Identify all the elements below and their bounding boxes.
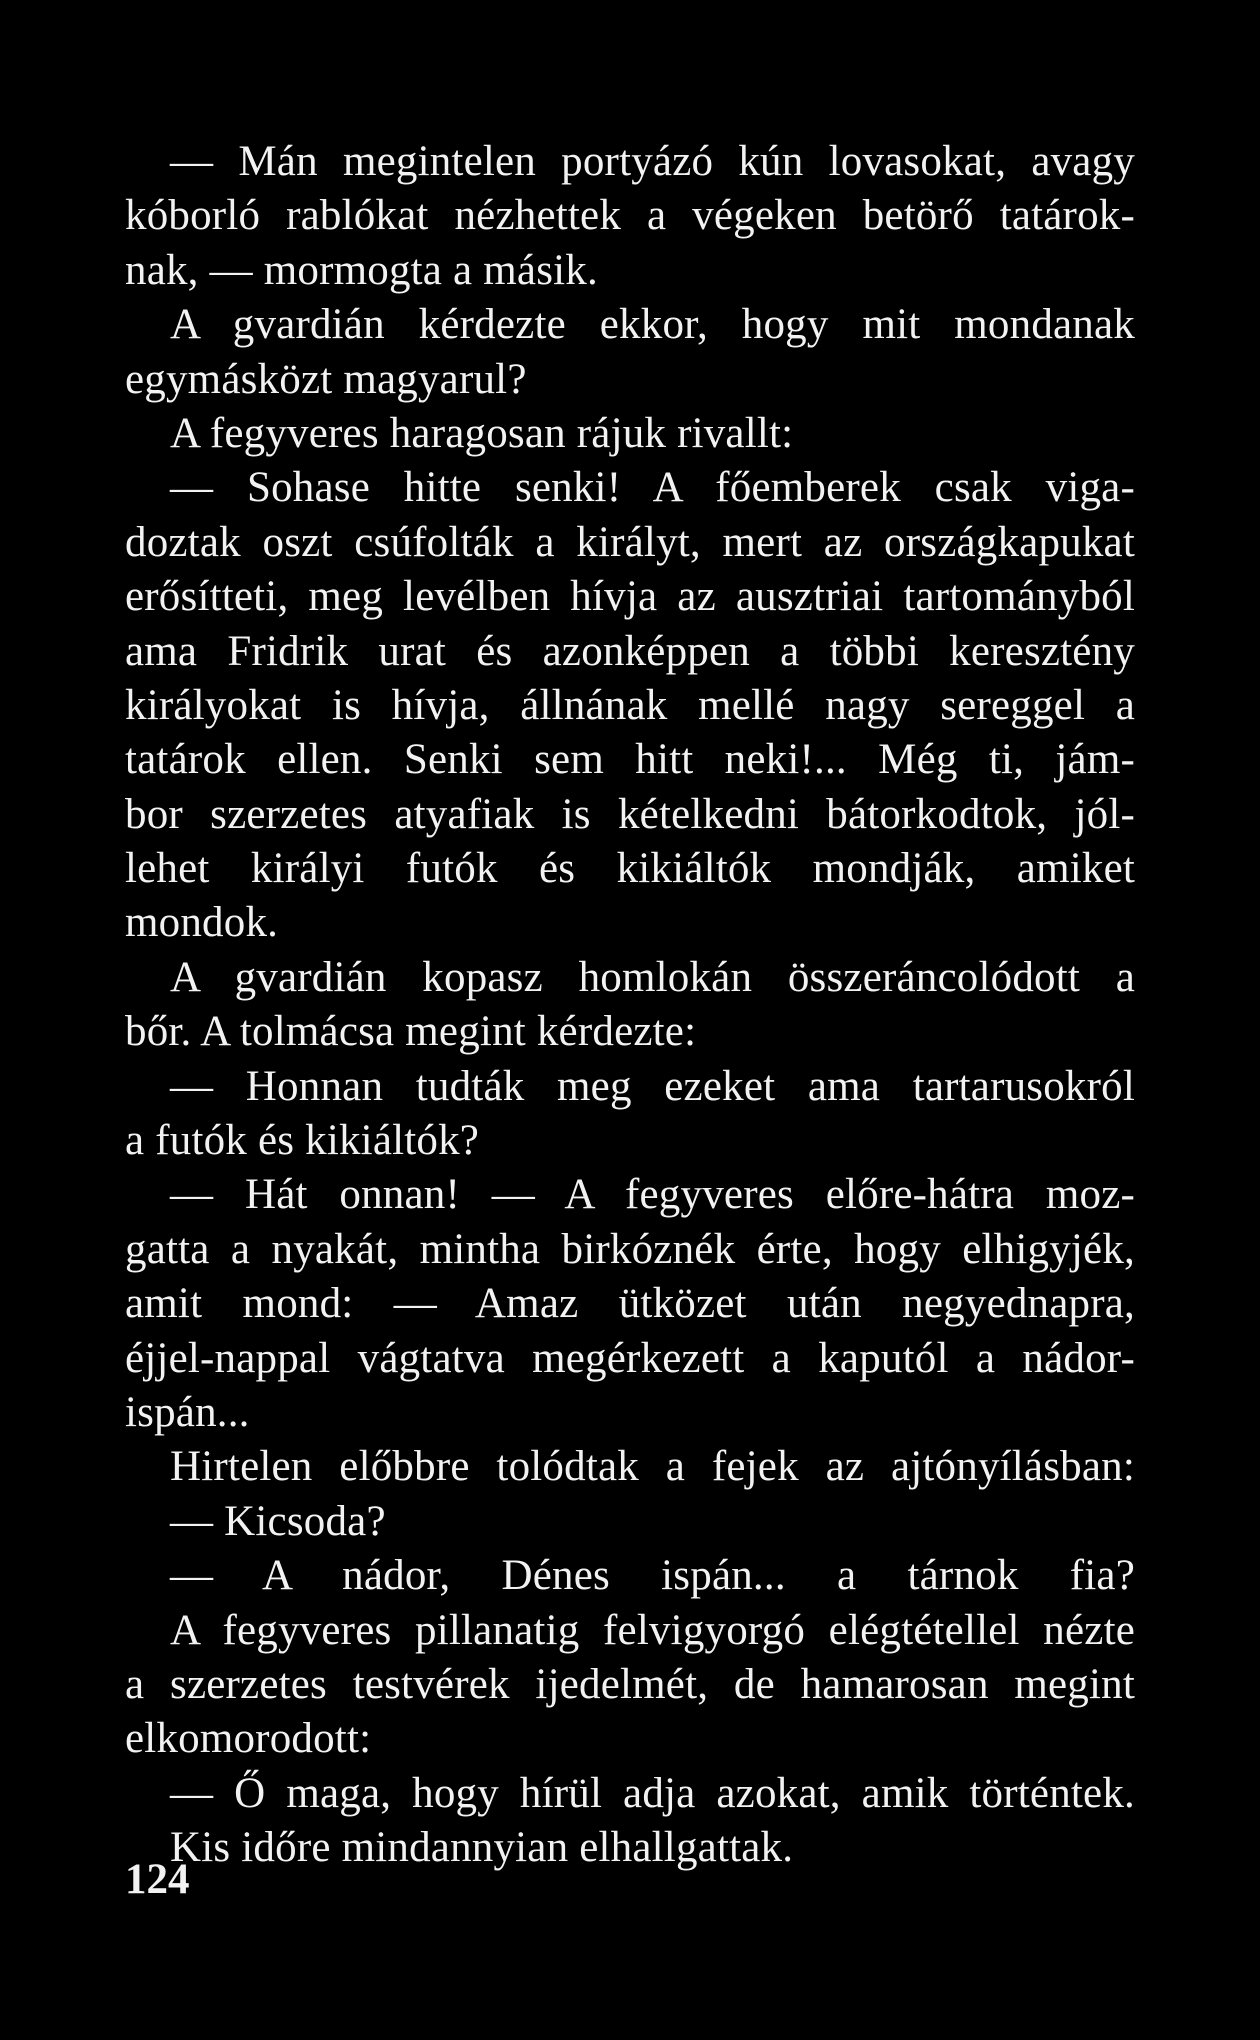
page-number: 124 — [125, 1856, 190, 1903]
text-line: gatta a nyakát, mintha birkóznék érte, hogy elhigyjék, — [125, 1225, 1135, 1273]
text-line: — Mán megintelen portyázó kún lovasokat, avagy — [170, 138, 1135, 185]
text-line: ama Fridrik urat és azonképpen a többi keresztény — [125, 627, 1135, 675]
page-text-block — [125, 135, 1135, 1876]
text-line: a futók és kikiáltók? — [125, 1117, 480, 1165]
text-line: bor szerzetes atyafiak is kételkedni bátorkodtok, jól- — [125, 790, 1135, 838]
text-line: — A nádor, Dénes ispán... a tárnok fia? — [170, 1552, 1135, 1600]
text-line: — Ő maga, hogy hírül adja azokat, amik történtek. — [170, 1769, 1135, 1817]
text-line: nak, — mormogta a másik. — [125, 246, 598, 294]
text-line: — Honnan tudták meg ezeket ama tartarusokról — [170, 1062, 1135, 1110]
text-line: A gvardián kérdezte ekkor, hogy mit mondanak — [170, 301, 1135, 349]
text-line: A fegyveres haragosan rájuk rivallt: — [170, 409, 794, 457]
text-line: erősítteti, meg levélben hívja az ausztriai tartományból — [125, 573, 1135, 621]
text-line: elkomorodott: — [125, 1715, 372, 1763]
text-line: A gvardián kopasz homlokán összeráncolódott a — [170, 953, 1135, 1001]
text-line: — Hát onnan! — A fegyveres előre-hátra moz- — [170, 1171, 1135, 1219]
text-line: bőr. A tolmácsa megint kérdezte: — [125, 1008, 697, 1056]
text-line: Hirtelen előbbre tolódtak a fejek az ajtónyílásban: — [170, 1443, 1135, 1491]
text-line: lehet királyi futók és kikiáltók mondják, amiket — [125, 845, 1135, 893]
text-line: — Sohase hitte senki! A főemberek csak viga- — [170, 464, 1135, 512]
text-line: ispán... — [125, 1388, 250, 1436]
text-line: királyokat is hívja, állnának mellé nagy sereggel a — [125, 681, 1135, 729]
text-line: amit mond: — Amaz ütközet után negyednapra, — [125, 1280, 1135, 1328]
text-line: Kis időre mindannyian elhallgattak. — [170, 1824, 794, 1872]
text-line: tatárok ellen. Senki sem hitt neki!... Még ti, jám- — [125, 736, 1135, 784]
text-line: kóborló rablókat nézhettek a végeken betörő tatárok- — [125, 192, 1135, 240]
text-line: éjjel-nappal vágtatva megérkezett a kaputól a nádor- — [125, 1334, 1135, 1382]
text-line: mondok. — [125, 899, 279, 947]
text-line: a szerzetes testvérek ijedelmét, de hamarosan megint — [125, 1660, 1135, 1708]
text-line: doztak oszt csúfolták a királyt, mert az országkapukat — [125, 518, 1135, 566]
text-line: egymásközt magyarul? — [125, 355, 527, 403]
text-line: A fegyveres pillanatig felvigyorgó elégtétellel nézte — [170, 1606, 1135, 1654]
text-line: — Kicsoda? — [170, 1497, 386, 1545]
